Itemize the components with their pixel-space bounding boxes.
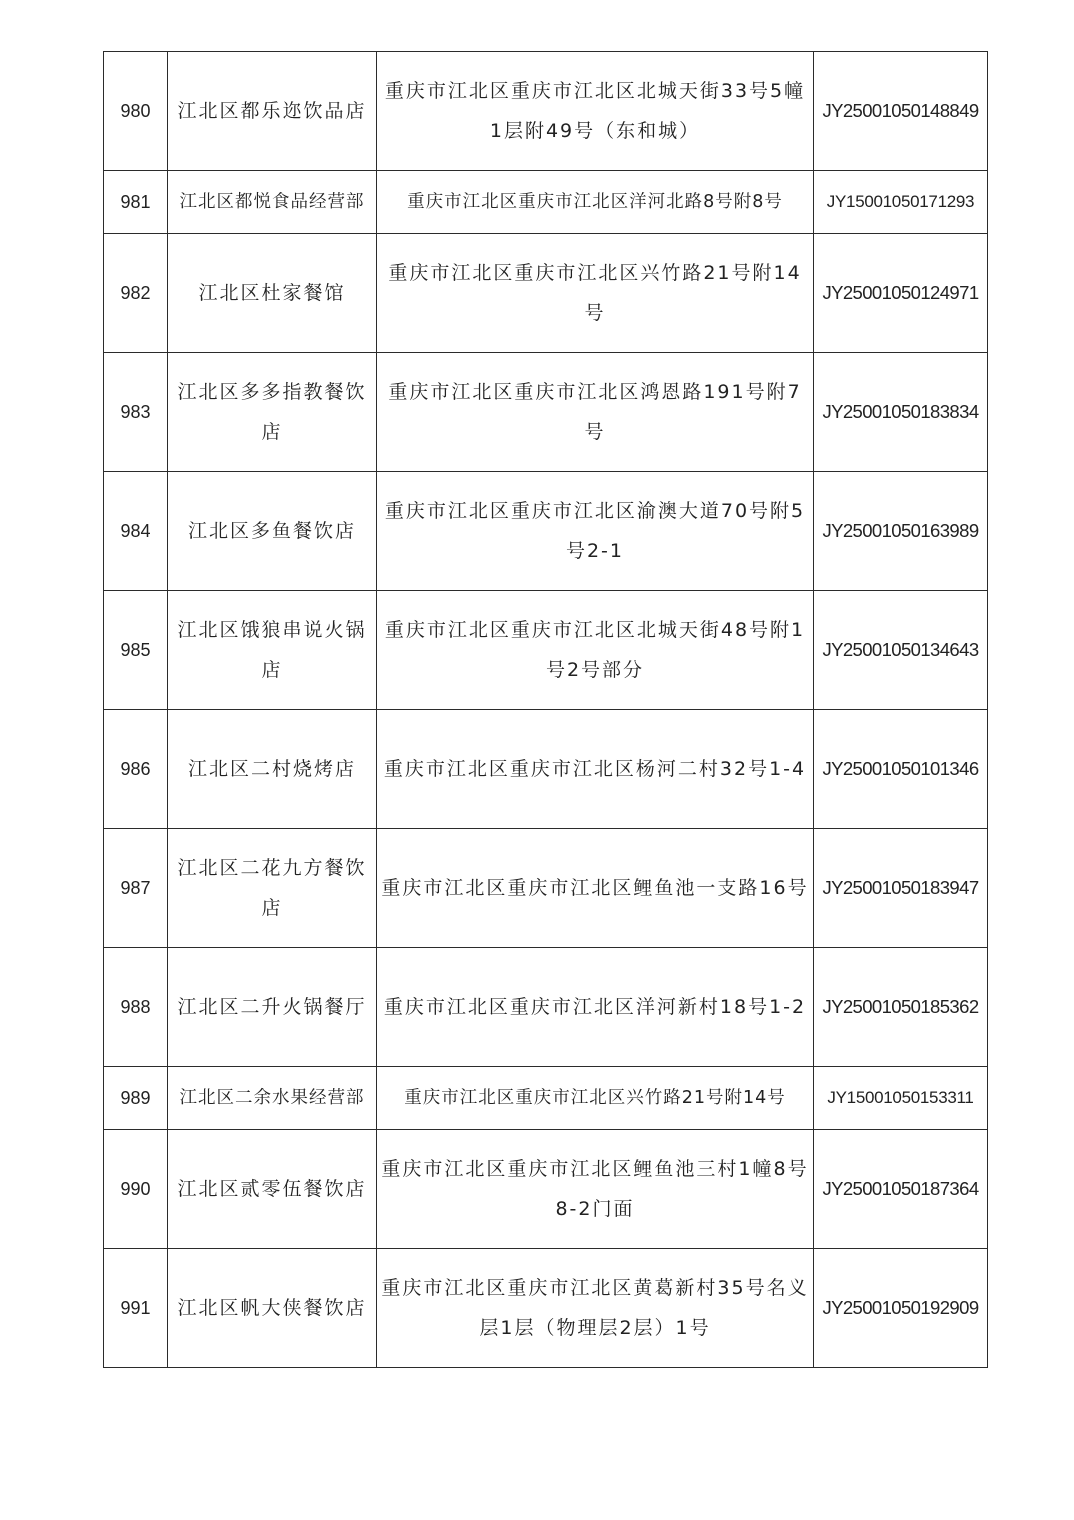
license-number: JY25001050185362 — [814, 948, 988, 1067]
license-number: JY25001050192909 — [814, 1249, 988, 1368]
row-number: 980 — [104, 52, 168, 171]
row-number: 981 — [104, 171, 168, 234]
row-number: 987 — [104, 829, 168, 948]
row-number: 991 — [104, 1249, 168, 1368]
business-address: 重庆市江北区重庆市江北区洋河北路8号附8号 — [377, 171, 814, 234]
business-name: 江北区二余水果经营部 — [168, 1067, 377, 1130]
table-row — [104, 1130, 988, 1249]
license-number: JY25001050183947 — [814, 829, 988, 948]
license-number: JY25001050187364 — [814, 1130, 988, 1249]
row-number: 990 — [104, 1130, 168, 1249]
row-number: 986 — [104, 710, 168, 829]
row-number: 989 — [104, 1067, 168, 1130]
business-address: 重庆市江北区重庆市江北区渝澳大道70号附5号2-1 — [377, 472, 814, 591]
table-row — [104, 234, 988, 353]
business-name: 江北区饿狼串说火锅店 — [168, 591, 377, 710]
business-name: 江北区二村烧烤店 — [168, 710, 377, 829]
business-name: 江北区二花九方餐饮店 — [168, 829, 377, 948]
table-row — [104, 710, 988, 829]
row-number: 983 — [104, 353, 168, 472]
business-name: 江北区杜家餐馆 — [168, 234, 377, 353]
license-table — [103, 51, 988, 1368]
license-number: JY15001050153311 — [814, 1067, 988, 1130]
business-address: 重庆市江北区重庆市江北区鲤鱼池一支路16号 — [377, 829, 814, 948]
business-address: 重庆市江北区重庆市江北区北城天街33号5幢1层附49号（东和城） — [377, 52, 814, 171]
business-address: 重庆市江北区重庆市江北区鲤鱼池三村1幢8号8-2门面 — [377, 1130, 814, 1249]
table-row — [104, 1067, 988, 1130]
business-name: 江北区都乐迩饮品店 — [168, 52, 377, 171]
business-name: 江北区多鱼餐饮店 — [168, 472, 377, 591]
license-number: JY25001050148849 — [814, 52, 988, 171]
table-row — [104, 948, 988, 1067]
row-number: 984 — [104, 472, 168, 591]
license-number: JY25001050134643 — [814, 591, 988, 710]
business-name: 江北区多多指教餐饮店 — [168, 353, 377, 472]
business-address: 重庆市江北区重庆市江北区洋河新村18号1-2 — [377, 948, 814, 1067]
license-number: JY25001050124971 — [814, 234, 988, 353]
license-number: JY15001050171293 — [814, 171, 988, 234]
table-row — [104, 829, 988, 948]
table-row — [104, 171, 988, 234]
row-number: 988 — [104, 948, 168, 1067]
business-name: 江北区二升火锅餐厅 — [168, 948, 377, 1067]
business-name: 江北区帆大侠餐饮店 — [168, 1249, 377, 1368]
table-row — [104, 591, 988, 710]
license-table-body — [104, 52, 988, 1368]
table-row — [104, 1249, 988, 1368]
business-name: 江北区贰零伍餐饮店 — [168, 1130, 377, 1249]
table-row — [104, 353, 988, 472]
table-row — [104, 52, 988, 171]
business-address: 重庆市江北区重庆市江北区兴竹路21号附14号 — [377, 1067, 814, 1130]
business-name: 江北区都悦食品经营部 — [168, 171, 377, 234]
license-number: JY25001050163989 — [814, 472, 988, 591]
row-number: 985 — [104, 591, 168, 710]
business-address: 重庆市江北区重庆市江北区兴竹路21号附14号 — [377, 234, 814, 353]
license-number: JY25001050101346 — [814, 710, 988, 829]
row-number: 982 — [104, 234, 168, 353]
business-address: 重庆市江北区重庆市江北区杨河二村32号1-4 — [377, 710, 814, 829]
business-address: 重庆市江北区重庆市江北区黄葛新村35号名义层1层（物理层2层）1号 — [377, 1249, 814, 1368]
business-address: 重庆市江北区重庆市江北区北城天街48号附1号2号部分 — [377, 591, 814, 710]
business-address: 重庆市江北区重庆市江北区鸿恩路191号附7号 — [377, 353, 814, 472]
license-number: JY25001050183834 — [814, 353, 988, 472]
table-row — [104, 472, 988, 591]
